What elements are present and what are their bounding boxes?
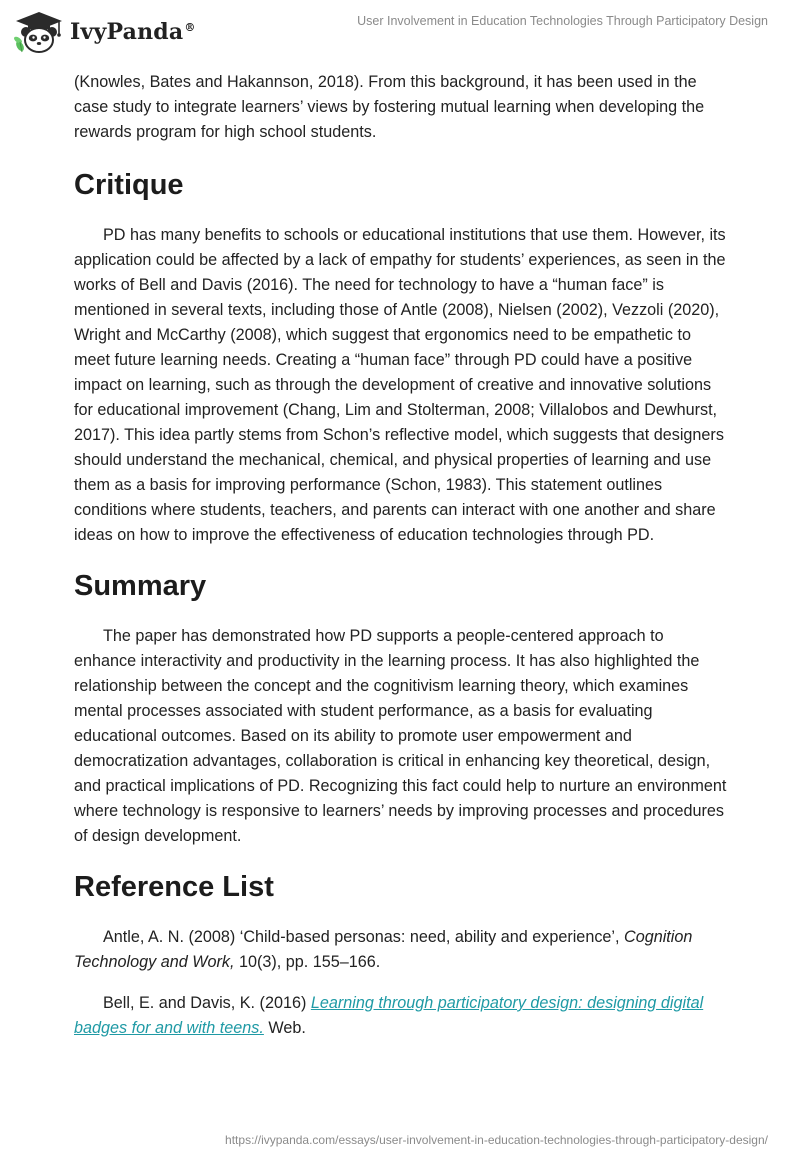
reference-antle-details: 10(3), pp. 155–166. xyxy=(234,953,381,971)
intro-paragraph: (Knowles, Bates and Hakannson, 2018). From this background, it has been used in the case study to integrate learners’ views by fostering mutual learning when developing the rewards program for high school students. xyxy=(74,73,705,141)
page-header xyxy=(0,0,800,62)
reference-bell-web: Web. xyxy=(263,1019,306,1037)
reference-bell-text: Bell, E. and Davis, K. (2016) xyxy=(103,994,311,1012)
document-body xyxy=(74,70,730,1057)
panda-graduate-icon xyxy=(14,10,64,54)
reference-list-heading: Reference List xyxy=(74,871,274,903)
ivypanda-logo[interactable] xyxy=(14,10,196,54)
reference-antle-journal: Cognition Technology and Work, xyxy=(74,928,693,971)
reference-antle xyxy=(74,925,730,975)
document-title: User Involvement in Education Technologies Through Participatory Design xyxy=(357,14,768,28)
reference-bell xyxy=(74,991,730,1041)
logo-text: IvyPanda® xyxy=(70,19,196,45)
summary-paragraph: The paper has demonstrated how PD supports a people-centered approach to enhance interactivity and productivity in the learning process. It has also highlighted the relationship between the concept and the cognitivism learning theory, which examines mental processes associated with student performance, as a basis for evaluating educational outcomes. Based on its ability to promote user empowerment and democratization advantages, collaboration is critical in enhancing key theoretical, design, and practical implications of PD. Recognizing this fact could help to nurture an environment where technology is responsive to learners’ needs by improving processes and procedures of design development. xyxy=(74,627,727,845)
summary-heading: Summary xyxy=(74,570,207,602)
critique-paragraph: PD has many benefits to schools or educational institutions that use them. However, its application could be affected by a lack of empathy for students’ experiences, as seen in the works of Bell and Davis (2016). The need for technology to have a “human face” is mentioned in several texts, including those of Antle (2008), Nielsen (2002), Vezzoli (2020), Wright and McCarthy (2008), which suggest that ergonomics need to be empathetic to meet future learning needs. Creating a “human face” through PD could have a positive impact on learning, such as through the development of creative and innovative solutions for educational improvement (Chang, Lim and Stolterman, 2008; Villalobos and Dewhurst, 2017). This idea partly stems from Schon’s reflective model, which suggests that designers should understand the mechanical, chemical, and physical properties of learning and use them as a basis for improving performance (Schon, 1983). This statement outlines conditions where students, teachers, and parents can interact with one another and share ideas on how to improve the effectiveness of education technologies through PD. xyxy=(74,226,726,544)
reference-bell-link[interactable]: Learning through participatory design: designing digital badges for and with teens. xyxy=(74,994,704,1037)
footer-url: https://ivypanda.com/essays/user-involvement-in-education-technologies-through-participatory-design/ xyxy=(225,1133,768,1147)
critique-heading: Critique xyxy=(74,169,184,201)
reference-antle-text: Antle, A. N. (2008) ‘Child-based personas: need, ability and experience’, xyxy=(103,928,625,946)
